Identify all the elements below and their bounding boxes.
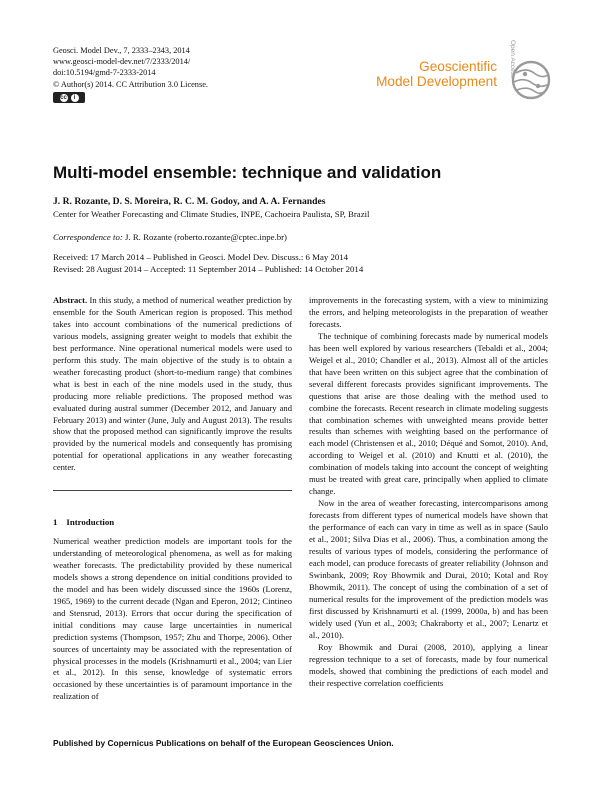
received-line: Received: 17 March 2014 – Published in Geosci. Model Dev. Discuss.: 6 May 2014: [53, 252, 349, 262]
abstract: [53, 295, 292, 474]
publisher-footer: Published by Copernicus Publications on behalf of the European Geosciences Union.: [53, 738, 394, 748]
authors: J. R. Rozante, D. S. Moreira, R. C. M. Godoy, and A. A. Fernandes: [53, 196, 326, 207]
affiliation: Center for Weather Forecasting and Climate Studies, INPE, Cachoeira Paulista, SP, Brazil: [53, 209, 370, 219]
section-title: Introduction: [66, 517, 115, 527]
abstract-label: Abstract.: [53, 295, 88, 305]
abstract-text: In this study, a method of numerical weather prediction by ensemble for the South American region is proposed. This method takes into account combinations of the numerical predictions of various models, assigning greater weight to models that exhibit the best performance. Nine operational numerical models were used to perform this study. The main objective of the study is to obtain a weather forecasting product (short-to-medium range) that combines what is best in each of the nine models used in the study, thus producing more reliable predictions. The proposed method was evaluated during austral summer (December 2012, and January and February 2013) and winter (June, July and August 2013). The results show that the proposed method can significantly improve the results provided by the numerical models and consequently has promising potential for operational applications in any weather forecasting center.: [53, 295, 292, 473]
right-paragraph-3: Roy Bhowmik and Durai (2008, 2010), applying a linear regression technique to a set of forecasts, made by four numerical models, showed that combining the predictions of each model and their respective correlation coefficients: [309, 641, 548, 688]
right-column: [309, 295, 548, 689]
revised-line: Revised: 28 August 2014 – Accepted: 11 September 2014 – Published: 14 October 2014: [53, 264, 364, 274]
abstract-divider: [53, 490, 292, 491]
cc-license-badge[interactable]: [53, 92, 85, 103]
cc-icon: cc: [60, 94, 67, 101]
section-heading: [53, 517, 114, 527]
correspondence: [53, 232, 287, 242]
journal-title: [376, 59, 497, 89]
intro-paragraph: [53, 536, 292, 703]
journal-title-line1: Geoscientific: [419, 59, 497, 74]
journal-logo-icon: [508, 57, 554, 103]
doi[interactable]: doi:10.5194/gmd-7-2333-2014: [53, 68, 156, 78]
license: © Author(s) 2014. CC Attribution 3.0 License.: [53, 79, 208, 89]
intro-paragraph-1: Numerical weather prediction models are important tools for the understanding of meteorological phenomena, as well as for making weather forecasts. The predictability provided by these numerical models shows a strong dependence on initial conditions provided to the model and has been widely discussed since the 1960s (Lorenz, 1965, 1969) to the current decade (Ngan and Eperon, 2012; Cintineo and Stensrud, 2013). Errors that occur during the specification of initial conditions may cause large uncertainties in numerical prediction systems (Thompson, 1957; Zhu and Thorpe, 2006). Other sources of uncertainty may be associated with the representation of physical processes in the models (Krishnamurti et al., 2004; van Lier et al., 2012). In this sense, knowledge of systematic errors occasioned by these uncertainties is of paramount importance in the realization of: [53, 536, 292, 702]
publication-dates: [53, 251, 363, 275]
by-icon: i: [71, 94, 79, 102]
journal-title-line2: Model Development: [376, 74, 497, 89]
section-number: 1: [53, 517, 58, 527]
right-paragraph-2: Now in the area of weather forecasting, intercomparisons among forecasts from different types of numerical models have shown that the performance of each can vary in time as well as in space (Saulo et al., 2001; Silva Dias et al., 2006). Thus, a combination among the results of various types of models, considering the performance of each model, can produce forecasts of greater reliability (Johnson and Swinbank, 2009; Roy Bhowmik and Durai, 2010; Kotal and Roy Bhowmik, 2011). The concept of using the combination of a set of numerical results for the improvement of the prediction models was first discussed by Krishnamurti et al. (1999, 2000a, b) and has been widely used (Yun et al., 2003; Chakraborty et al., 2007; Lenartz et al., 2010).: [309, 498, 548, 640]
citation: Geosci. Model Dev., 7, 2333–2343, 2014: [53, 46, 190, 55]
article-title: Multi-model ensemble: technique and validation: [53, 163, 442, 182]
open-access-label: Open Access: [509, 40, 516, 79]
citation-header: [53, 45, 208, 90]
right-paragraph-1: The technique of combining forecasts made by numerical models has been well explored by various researchers (Tebaldi et al., 2004; Weigel et al., 2010; Chandler et al., 2013). Almost all of the articles that have been written on this subject agree that the combination of several different forecasts provides significant improvements. The questions that arise are those dealing with the method used to combine the forecasts. Recent research in climate modeling suggests that combination schemes with unweighted means provide better results than schemes with weighting based on the performance of each model (Christensen et al., 2010; Déqué and Somot, 2010). And, according to Weigel et al. (2010) and Knutti et al. (2010), the combination of models taking into account the concept of weighting must be treated with great care, principally when applied to climate change.: [309, 330, 548, 497]
right-paragraph-0: improvements in the forecasting system, with a view to minimizing the errors, and helping meteorologists in the preparation of weather forecasts.: [309, 295, 548, 329]
correspondence-label: Correspondence to:: [53, 232, 123, 242]
article-url[interactable]: www.geosci-model-dev.net/7/2333/2014/: [53, 57, 191, 67]
correspondence-text[interactable]: J. R. Rozante (roberto.rozante@cptec.inpe.br): [122, 232, 287, 242]
